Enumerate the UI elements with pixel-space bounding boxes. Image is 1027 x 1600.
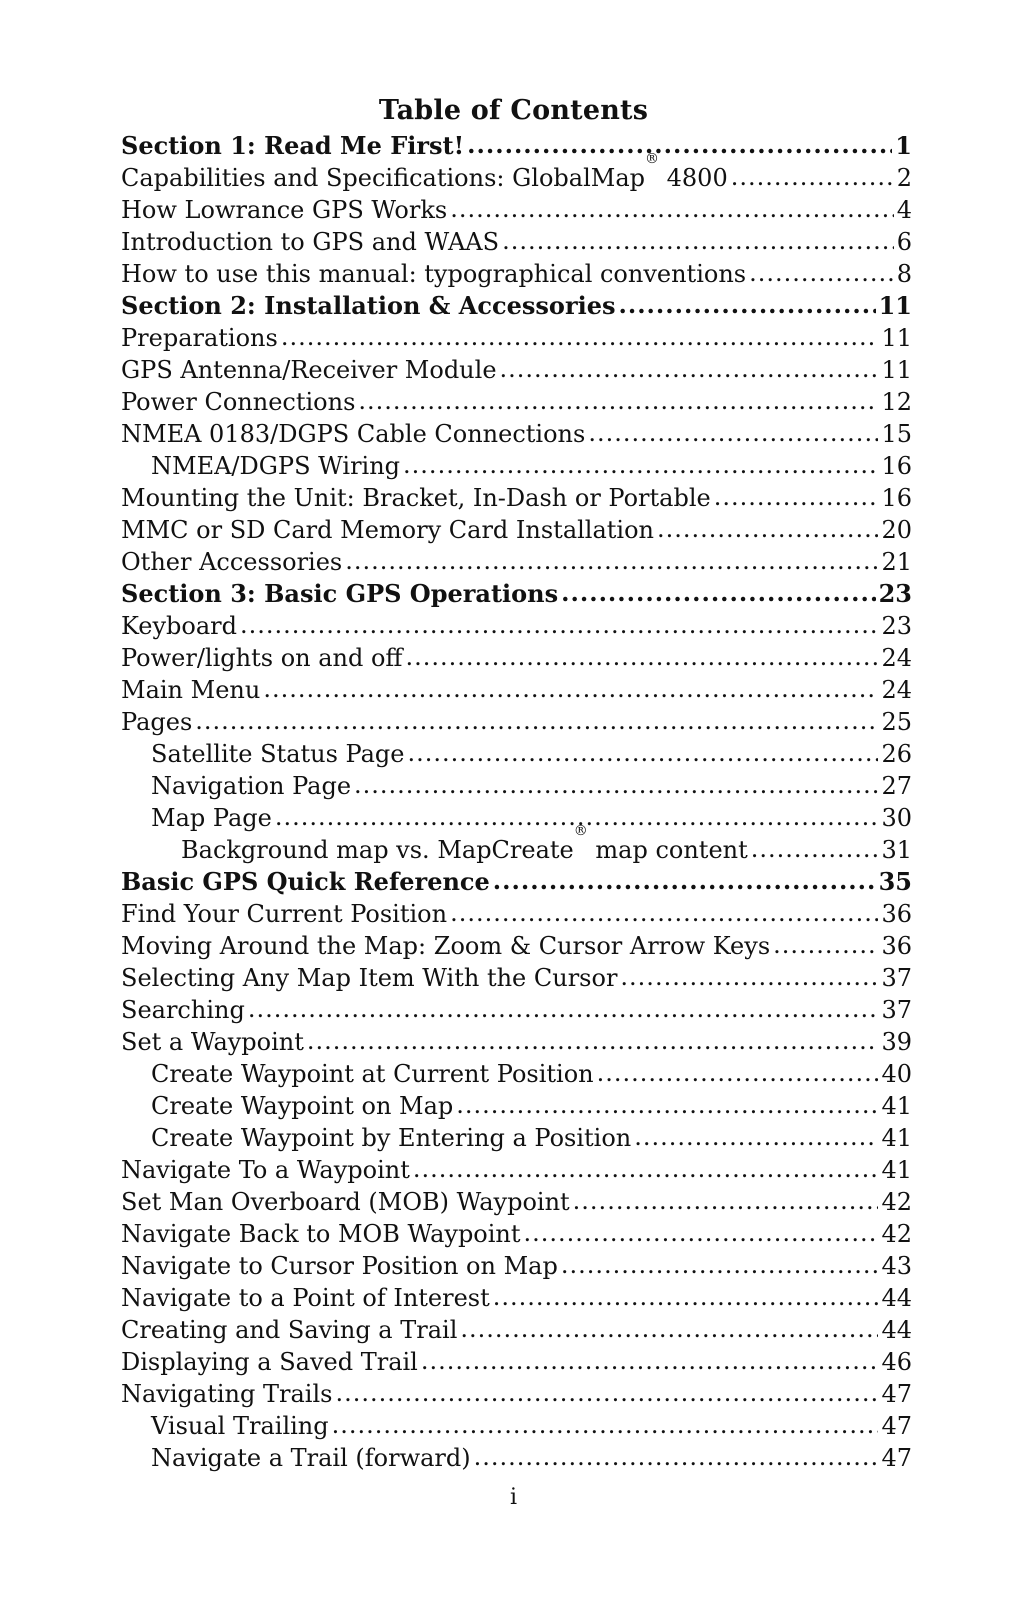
toc-entry-page: 40 xyxy=(881,1060,912,1088)
toc-entry-page: 44 xyxy=(881,1284,912,1312)
toc-entry-page: 12 xyxy=(881,388,912,416)
dot-leader xyxy=(450,193,894,225)
dot-leader xyxy=(618,289,875,321)
toc-entry[interactable] xyxy=(121,1026,912,1058)
toc-entry-page: 36 xyxy=(881,932,912,960)
dot-leader xyxy=(493,1281,879,1313)
toc-entry[interactable] xyxy=(121,482,912,514)
registered-mark: ® xyxy=(573,823,588,839)
dot-leader xyxy=(405,641,878,673)
toc-entry-label: Power/lights on and off xyxy=(121,644,403,672)
toc-entry-label: Pages xyxy=(121,708,193,736)
page-number: i xyxy=(509,1485,518,1510)
dot-leader xyxy=(657,513,878,545)
dot-leader xyxy=(263,673,878,705)
toc-entry-page: 36 xyxy=(881,900,912,928)
toc-entry[interactable] xyxy=(121,1442,912,1474)
toc-entry[interactable] xyxy=(121,610,912,642)
toc-entry-label: Keyboard xyxy=(121,612,238,640)
toc-entry-label: Map Page xyxy=(151,804,272,832)
dot-leader xyxy=(751,833,879,865)
toc-entry-label: Section 2: Installation & Accessories xyxy=(121,291,616,320)
toc-entry-label: Navigate a Trail (forward) xyxy=(151,1444,471,1472)
dot-leader xyxy=(561,1249,879,1281)
toc-entry-label: NMEA 0183/DGPS Cable Connections xyxy=(121,420,586,448)
toc-entry-page: 46 xyxy=(881,1348,912,1376)
toc-entry[interactable] xyxy=(121,226,912,258)
dot-leader xyxy=(460,1313,878,1345)
dot-leader xyxy=(588,417,878,449)
dot-leader xyxy=(307,1025,879,1057)
dot-leader xyxy=(450,897,878,929)
toc-entry-label: Power Connections xyxy=(121,388,356,416)
toc-entry[interactable] xyxy=(121,130,912,162)
toc-entry[interactable] xyxy=(121,386,912,418)
dot-leader xyxy=(358,385,878,417)
dot-leader xyxy=(421,1345,879,1377)
toc-entry-label: Navigate to a Point of Interest xyxy=(121,1284,490,1312)
dot-leader xyxy=(474,1441,879,1473)
toc-entry-label: Navigate To a Waypoint xyxy=(121,1156,410,1184)
dot-leader xyxy=(714,481,879,513)
toc-entry[interactable] xyxy=(121,962,912,994)
toc-entry-page: 42 xyxy=(881,1188,912,1216)
toc-entry[interactable] xyxy=(121,1122,912,1154)
toc-entry[interactable] xyxy=(121,1282,912,1314)
toc-entry-label: Navigate Back to MOB Waypoint xyxy=(121,1220,521,1248)
dot-leader xyxy=(456,1089,878,1121)
dot-leader xyxy=(597,1057,879,1089)
dot-leader xyxy=(413,1153,879,1185)
dot-leader xyxy=(731,161,894,193)
toc-entry-page: 30 xyxy=(881,804,912,832)
toc-entry[interactable] xyxy=(121,258,912,290)
toc-entry-page: 2 xyxy=(896,164,912,192)
toc-entry[interactable] xyxy=(121,1250,912,1282)
dot-leader xyxy=(773,929,878,961)
toc-entry-label: Preparations xyxy=(121,324,278,352)
toc-entry-page: 24 xyxy=(881,676,912,704)
toc-entry[interactable] xyxy=(121,418,912,450)
toc-entry-label: Navigate to Cursor Position on Map xyxy=(121,1252,558,1280)
toc-entry-page: 11 xyxy=(881,356,912,384)
toc-entry-page: 41 xyxy=(881,1092,912,1120)
toc-entry[interactable] xyxy=(121,898,912,930)
dot-leader xyxy=(524,1217,879,1249)
dot-leader xyxy=(403,449,878,481)
dot-leader xyxy=(749,257,894,289)
dot-leader xyxy=(493,865,876,897)
toc-entry-page: 15 xyxy=(881,420,912,448)
toc-entry-page: 42 xyxy=(881,1220,912,1248)
toc-entry[interactable] xyxy=(121,450,912,482)
toc-entry-page: 27 xyxy=(881,772,912,800)
toc-entry-page: 47 xyxy=(881,1412,912,1440)
toc-entry[interactable] xyxy=(121,322,912,354)
dot-leader xyxy=(345,545,878,577)
toc-entry[interactable] xyxy=(121,1410,912,1442)
toc-entry[interactable] xyxy=(121,1058,912,1090)
toc-entry[interactable] xyxy=(121,151,912,194)
toc-entry[interactable] xyxy=(121,578,912,610)
toc-entry-label: GPS Antenna/Receiver Module xyxy=(121,356,497,384)
toc-entry-page: 23 xyxy=(878,579,912,608)
toc-entry-page: 47 xyxy=(881,1444,912,1472)
toc-entry-label: How to use this manual: typographical conventions xyxy=(121,260,747,288)
toc-entry-label: Moving Around the Map: Zoom & Cursor Arrow Keys xyxy=(121,932,771,960)
dot-leader xyxy=(248,993,879,1025)
dot-leader xyxy=(335,1377,878,1409)
toc-entry[interactable] xyxy=(121,354,912,386)
toc-entry[interactable] xyxy=(121,290,912,322)
dot-leader xyxy=(561,577,875,609)
toc-entry[interactable] xyxy=(121,1154,912,1186)
dot-leader xyxy=(281,321,879,353)
toc-entry-page: 37 xyxy=(881,996,912,1024)
toc-entry-page: 21 xyxy=(881,548,912,576)
toc-entry[interactable] xyxy=(121,706,912,738)
toc-entry-page: 11 xyxy=(878,291,912,320)
toc-entry-page: 37 xyxy=(881,964,912,992)
toc-entry-label: Create Waypoint at Current Position xyxy=(151,1060,594,1088)
toc-entry-page: 41 xyxy=(881,1124,912,1152)
toc-entry[interactable] xyxy=(121,514,912,546)
toc-entry-label: Selecting Any Map Item With the Cursor xyxy=(121,964,618,992)
toc-entry-page: 39 xyxy=(881,1028,912,1056)
dot-leader xyxy=(408,737,879,769)
toc-entry-page: 24 xyxy=(881,644,912,672)
toc-entry-label: Set a Waypoint xyxy=(121,1028,304,1056)
toc-entry-label: Create Waypoint on Map xyxy=(151,1092,454,1120)
toc-entry-label: Set Man Overboard (MOB) Waypoint xyxy=(121,1188,570,1216)
toc-entry-label: Mounting the Unit: Bracket, In-Dash or Portable xyxy=(121,484,711,512)
toc-entry-label: Section 3: Basic GPS Operations xyxy=(121,579,559,608)
dot-leader xyxy=(467,129,892,161)
toc-entry-label: Background map vs. MapCreate® map content xyxy=(181,823,748,864)
toc-entry-label: Other Accessories xyxy=(121,548,343,576)
toc-entry-page: 4 xyxy=(896,196,912,224)
toc-entry-label: Create Waypoint by Entering a Position xyxy=(151,1124,632,1152)
toc-entry-page: 31 xyxy=(881,836,912,864)
registered-mark: ® xyxy=(645,151,659,167)
toc-entry[interactable] xyxy=(121,642,912,674)
dot-leader xyxy=(500,353,879,385)
toc-entry[interactable] xyxy=(121,1186,912,1218)
toc-entry-label: Main Menu xyxy=(121,676,261,704)
toc-entry[interactable] xyxy=(121,1314,912,1346)
toc-entry-label: MMC or SD Card Memory Card Installation xyxy=(121,516,655,544)
toc-entry[interactable] xyxy=(121,802,912,834)
toc-entry[interactable] xyxy=(121,994,912,1026)
toc-entry[interactable] xyxy=(121,546,912,578)
toc-entry-page: 44 xyxy=(881,1316,912,1344)
dot-leader xyxy=(620,961,878,993)
dot-leader xyxy=(502,225,894,257)
toc-entry-page: 47 xyxy=(881,1380,912,1408)
toc-entry-label: Find Your Current Position xyxy=(121,900,448,928)
toc-entry[interactable] xyxy=(121,823,912,866)
toc-entry-label: Navigation Page xyxy=(151,772,352,800)
toc-entry-page: 25 xyxy=(881,708,912,736)
toc-entry-page: 16 xyxy=(881,484,912,512)
dot-leader xyxy=(195,705,878,737)
dot-leader xyxy=(332,1409,879,1441)
toc-entry-label: Searching xyxy=(121,996,245,1024)
dot-leader xyxy=(573,1185,879,1217)
toc-entry-page: 26 xyxy=(881,740,912,768)
toc-entry-label: Navigating Trails xyxy=(121,1380,333,1408)
dot-leader xyxy=(240,609,878,641)
toc-entry[interactable] xyxy=(121,1090,912,1122)
toc-entry[interactable] xyxy=(121,1218,912,1250)
toc-entry-page: 23 xyxy=(881,612,912,640)
dot-leader xyxy=(354,769,878,801)
toc-entry-page: 8 xyxy=(896,260,912,288)
toc-entry-label: Creating and Saving a Trail xyxy=(121,1316,458,1344)
toc-entry-page: 20 xyxy=(881,516,912,544)
toc-entry-label: NMEA/DGPS Wiring xyxy=(151,452,401,480)
toc-entry-page: 11 xyxy=(881,324,912,352)
toc-entry-label: Section 1: Read Me First! xyxy=(121,131,465,160)
toc-entry-page: 41 xyxy=(881,1156,912,1184)
page-title: Table of Contents xyxy=(378,95,649,126)
toc-entry-label: How Lowrance GPS Works xyxy=(121,196,448,224)
toc-entry[interactable] xyxy=(121,674,912,706)
toc-entry[interactable] xyxy=(121,194,912,226)
toc-entry[interactable] xyxy=(121,1378,912,1410)
dot-leader xyxy=(634,1121,878,1153)
toc-entry-label: Displaying a Saved Trail xyxy=(121,1348,418,1376)
toc-entry-page: 35 xyxy=(878,867,912,896)
toc-entry-label: Visual Trailing xyxy=(151,1412,329,1440)
toc-entry-page: 43 xyxy=(881,1252,912,1280)
toc-entry-label: Basic GPS Quick Reference xyxy=(121,867,490,896)
toc-entry-page: 16 xyxy=(881,452,912,480)
toc-entry[interactable] xyxy=(121,738,912,770)
toc-entry[interactable] xyxy=(121,866,912,898)
toc-entry-page: 6 xyxy=(896,228,912,256)
toc-entry[interactable] xyxy=(121,770,912,802)
toc-entry[interactable] xyxy=(121,1346,912,1378)
toc-entry[interactable] xyxy=(121,930,912,962)
toc-entry-label: Introduction to GPS and WAAS xyxy=(121,228,500,256)
toc-entry-label: Capabilities and Specifications: GlobalMap® 4800 xyxy=(121,151,728,192)
toc-entry-label: Satellite Status Page xyxy=(151,740,405,768)
table-of-contents xyxy=(121,130,912,1474)
toc-entry-page: 1 xyxy=(895,131,912,160)
